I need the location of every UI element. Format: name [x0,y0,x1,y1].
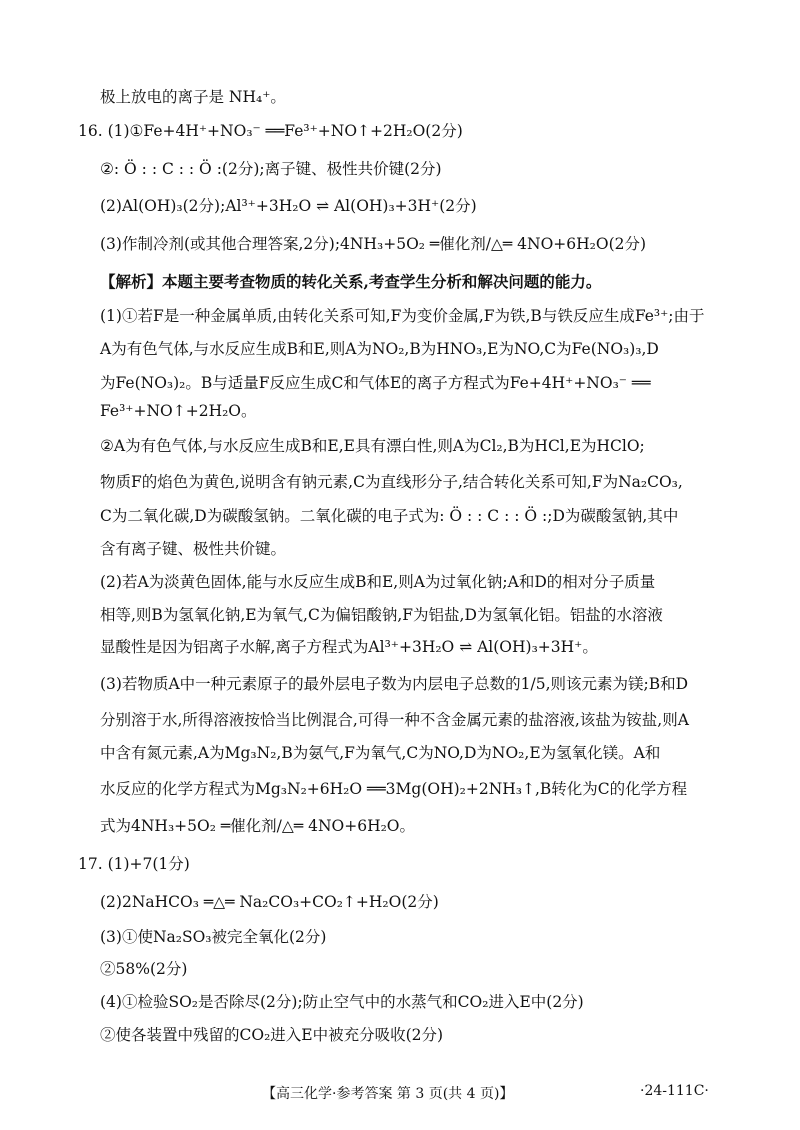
text-line-4: (2)Al(OH)₃(2分);Al³⁺+3H₂O ⇌ Al(OH)₃+3H⁺(2分) [100,197,477,215]
text-line-11: ②A为有色气体,与水反应生成B和E,E具有漂白性,则A为Cl₂,B为HCl,E为HClO; [100,437,645,455]
text-line-18: (3)若物质A中一种元素原子的最外层电子数为内层电子总数的1/5,则该元素为镁;B和D [100,675,689,693]
text-line-21: 水反应的化学方程式为Mg₃N₂+6H₂O ══3Mg(OH)₂+2NH₃↑,B转化为C的化学方程 [100,780,688,798]
text-line-7: (1)①若F是一种金属单质,由转化关系可知,F为变价金属,F为铁,B与铁反应生成Fe³⁺;由于 [100,307,705,325]
text-line-28: ②使各装置中残留的CO₂进入E中被充分吸收(2分) [100,1026,444,1044]
text-line-12: 物质F的焰色为黄色,说明含有钠元素,C为直线形分子,结合转化关系可知,F为Na₂CO₃, [100,473,683,491]
text-line-15: (2)若A为淡黄色固体,能与水反应生成B和E,则A为过氧化钠;A和D的相对分子质量 [100,573,656,591]
text-line-3: ②: Ö : : C : : Ö :(2分);离子键、极性共价键(2分) [100,160,442,178]
text-line-9: 为Fe(NO₃)₂。B与适量F反应生成C和气体E的离子方程式为Fe+4H⁺+NO₃⁻ ══ [100,374,651,392]
analysis-heading: 【解析】本题主要考查物质的转化关系,考查学生分析和解决问题的能力。 [100,272,602,291]
footer-title: 【高三化学·参考答案 第 3 页(共 4 页)】 [262,1086,514,1102]
question-16-line-1: 16. (1)①Fe+4H⁺+NO₃⁻ ══Fe³⁺+NO↑+2H₂O(2分) [78,122,463,140]
text-line-14: 含有离子键、极性共价键。 [100,540,287,558]
text-line-26: ②58%(2分) [100,960,188,978]
question-17-line-1: 17. (1)+7(1分) [78,855,190,873]
text-line-13: C为二氧化碳,D为碳酸氢钠。二氧化碳的电子式为: Ö : : C : : Ö :;D为碳酸氢钠,其中 [100,507,679,525]
text-line-17: 显酸性是因为铝离子水解,离子方程式为Al³⁺+3H₂O ⇌ Al(OH)₃+3H⁺。 [100,638,598,656]
text-line-22: 式为4NH₃+5O₂ ═催化剂/△═ 4NO+6H₂O。 [100,817,416,835]
footer-code: ·24-111C· [640,1083,709,1099]
text-line-19: 分别溶于水,所得溶液按恰当比例混合,可得一种不含金属元素的盐溶液,该盐为铵盐,则A [100,711,689,729]
text-line-20: 中含有氮元素,A为Mg₃N₂,B为氨气,F为氧气,C为NO,D为NO₂,E为氢氧化镁。A和 [100,744,661,762]
text-line-5: (3)作制冷剂(或其他合理答案,2分);4NH₃+5O₂ ═催化剂/△═ 4NO+6H₂O(2分) [100,235,647,253]
text-line-27: (4)①检验SO₂是否除尽(2分);防止空气中的水蒸气和CO₂进入E中(2分) [100,993,584,1011]
text-line-25: (3)①使Na₂SO₃被完全氧化(2分) [100,928,327,946]
text-line-8: A为有色气体,与水反应生成B和E,则A为NO₂,B为HNO₃,E为NO,C为Fe(NO₃)₃,D [100,340,659,358]
text-line-16: 相等,则B为氢氧化钠,E为氧气,C为偏铝酸钠,F为铝盐,D为氢氧化铝。铝盐的水溶液 [100,606,663,624]
text-line-10: Fe³⁺+NO↑+2H₂O。 [100,402,257,420]
text-line-1: 极上放电的离子是 NH₄⁺。 [100,88,286,106]
text-line-24: (2)2NaHCO₃ ═△═ Na₂CO₃+CO₂↑+H₂O(2分) [100,893,439,911]
